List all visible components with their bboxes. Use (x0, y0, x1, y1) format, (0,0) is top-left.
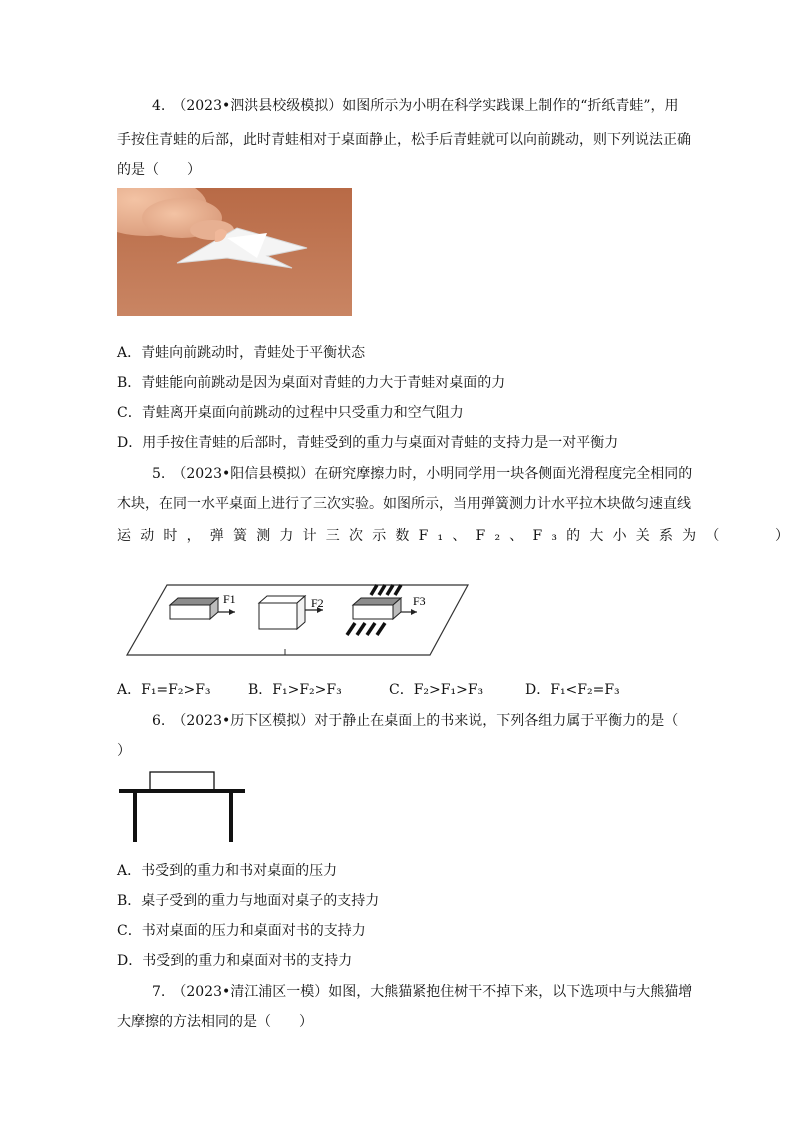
q7-stem-line2: 大摩擦的方法相同的是（ ） (117, 1014, 313, 1030)
friction-experiment-figure (125, 583, 470, 662)
q6-stem-line2: ） (117, 743, 131, 759)
q7-stem-line1: 7. （2023•清江浦区一模）如图，大熊猫紧抱住树干不掉下来，以下选项中与大熊猫增 (152, 984, 693, 1000)
q5-option-a: A．F₁=F₂>F₃ (117, 682, 211, 698)
book-on-table-figure (117, 768, 247, 848)
q4-option-a: A．青蛙向前跳动时，青蛙处于平衡状态 (117, 345, 366, 361)
q5-option-c: C．F₂>F₁>F₃ (389, 682, 484, 698)
q4-option-d: D．用手按住青蛙的后部时，青蛙受到的重力与桌面对青蛙的支持力是一对平衡力 (117, 435, 619, 451)
q5-stem-line3: 运动时，弹簧测力计三次示数F₁、F₂、F₃的大小关系为（ ） (117, 528, 799, 544)
q5-stem-line1: 5. （2023•阳信县模拟）在研究摩擦力时，小明同学用一块各侧面光滑程度完全相同的 (152, 466, 693, 482)
q4-option-c: C．青蛙离开桌面向前跳动的过程中只受重力和空气阻力 (117, 405, 464, 421)
label-f2: F2 (311, 596, 324, 610)
q4-stem-line2: 手按住青蛙的后部，此时青蛙相对于桌面静止，松手后青蛙就可以向前跳动，则下列说法正确 (117, 132, 691, 148)
label-f3: F3 (413, 594, 426, 608)
q4-option-b: B．青蛙能向前跳动是因为桌面对青蛙的力大于青蛙对桌面的力 (117, 375, 506, 391)
q5-stem-line2: 木块，在同一水平桌面上进行了三次实验。如图所示，当用弹簧测力计水平拉木块做匀速直线 (117, 496, 691, 512)
label-f1: F1 (223, 592, 236, 606)
q4-stem-line3: 的是（ ） (117, 162, 201, 178)
q4-stem-line1: 4. （2023•泗洪县校级模拟）如图所示为小明在科学实践课上制作的“折纸青蛙”，用 (152, 98, 679, 114)
q6-stem-line1: 6. （2023•历下区模拟）对于静止在桌面上的书来说，下列各组力属于平衡力的是（ (152, 713, 679, 729)
q6-option-d: D．书受到的重力和桌面对书的支持力 (117, 953, 353, 969)
q6-option-b: B．桌子受到的重力与地面对桌子的支持力 (117, 893, 380, 909)
q6-option-a: A．书受到的重力和书对桌面的压力 (117, 863, 338, 879)
q5-option-d: D．F₁<F₂=F₃ (525, 682, 620, 698)
q6-option-c: C．书对桌面的压力和桌面对书的支持力 (117, 923, 366, 939)
q5-option-b: B．F₁>F₂>F₃ (248, 682, 342, 698)
paper-frog-photo (117, 188, 352, 316)
